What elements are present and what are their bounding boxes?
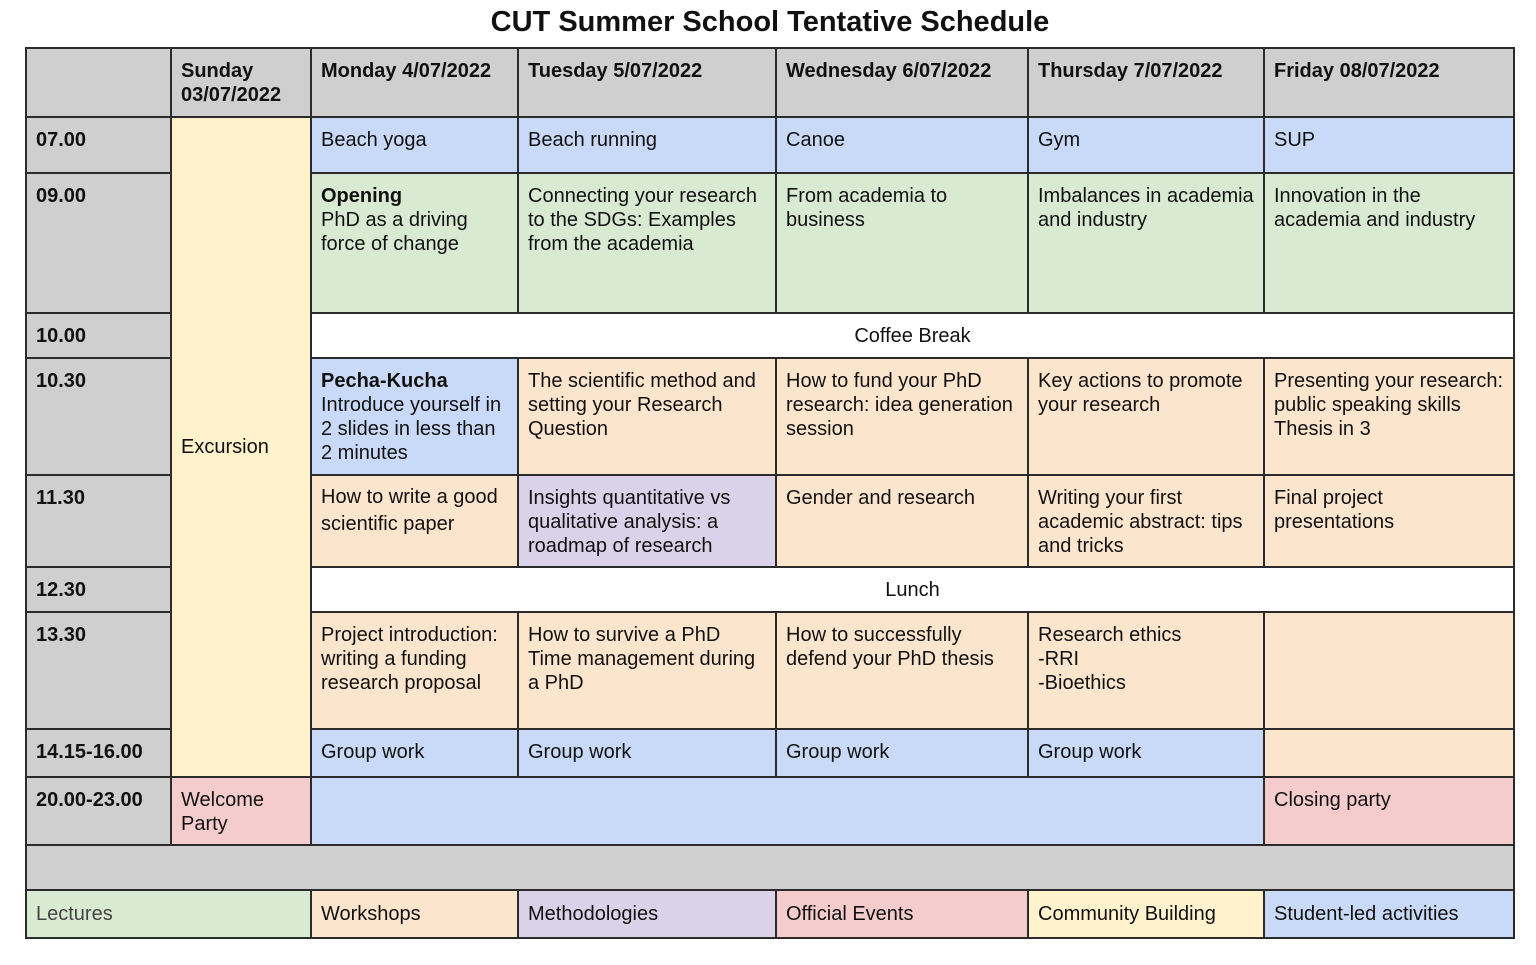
cell-monday-1030	[311, 358, 518, 475]
header-tuesday: Tuesday 5/07/2022	[518, 48, 776, 117]
session-line: -RRI	[1038, 648, 1080, 670]
time-cell: 09.00	[26, 173, 171, 313]
spacer-row	[26, 845, 1514, 890]
header-row	[26, 48, 1514, 117]
cell-wednesday-1330: How to successfully defend your PhD thesis	[776, 612, 1028, 729]
cell-monday-1330: Project introduction: writing a funding research proposal	[311, 612, 518, 729]
time-cell: 10.30	[26, 358, 171, 475]
legend-row	[26, 890, 1514, 938]
cell-wednesday-0900: From academia to business	[776, 173, 1028, 313]
cell-wednesday-1030: How to fund your PhD research: idea generation session	[776, 358, 1028, 475]
session-line: Research ethics	[1038, 624, 1182, 646]
cell-thursday-0700: Gym	[1028, 117, 1264, 173]
header-corner	[26, 48, 171, 117]
cell-thursday-1030: Key actions to promote your research	[1028, 358, 1264, 475]
time-cell: 12.30	[26, 567, 171, 612]
session-body: Introduce yourself in 2 slides in less than 2 minutes	[321, 394, 502, 464]
excursion-cell: Excursion	[171, 117, 311, 777]
cell-wednesday-1415: Group work	[776, 729, 1028, 777]
cell-friday-1415	[1264, 729, 1514, 777]
session-line: Presenting your research: public speaking skills	[1274, 370, 1504, 416]
coffee-break-cell: Coffee Break	[311, 313, 1514, 358]
session-title: Pecha-Kucha	[321, 370, 448, 392]
legend-lectures: Lectures	[26, 890, 311, 938]
lunch-cell: Lunch	[311, 567, 1514, 612]
cell-monday-0700: Beach yoga	[311, 117, 518, 173]
time-cell: 13.30	[26, 612, 171, 729]
cell-wednesday-1130: Gender and research	[776, 475, 1028, 567]
session-line: Thesis in 3	[1274, 418, 1371, 440]
spacer-cell	[26, 845, 1514, 890]
cell-tuesday-0900: Connecting your research to the SDGs: Examples from the academia	[518, 173, 776, 313]
legend-community-building: Community Building	[1028, 890, 1264, 938]
time-cell: 10.00	[26, 313, 171, 358]
header-friday: Friday 08/07/2022	[1264, 48, 1514, 117]
time-cell: 20.00-23.00	[26, 777, 171, 845]
session-title: Opening	[321, 185, 403, 207]
row-0700	[26, 117, 1514, 173]
cell-thursday-1130: Writing your first academic abstract: tips and tricks	[1028, 475, 1264, 567]
time-cell: 14.15-16.00	[26, 729, 171, 777]
cell-tuesday-1130: Insights quantitative vs qualitative analysis: a roadmap of research	[518, 475, 776, 567]
evening-free-cell	[311, 777, 1264, 845]
legend-methodologies: Methodologies	[518, 890, 776, 938]
cell-monday-1415: Group work	[311, 729, 518, 777]
session-line: -Bioethics	[1038, 672, 1126, 694]
header-sunday: Sunday 03/07/2022	[171, 48, 311, 117]
time-cell: 07.00	[26, 117, 171, 173]
cell-wednesday-0700: Canoe	[776, 117, 1028, 173]
cell-friday-1330	[1264, 612, 1514, 729]
cell-monday-1130: How to write a good scientific paper	[311, 475, 518, 567]
header-monday: Monday 4/07/2022	[311, 48, 518, 117]
cell-thursday-0900: Imbalances in academia and industry	[1028, 173, 1264, 313]
session-line: How to survive a PhD	[528, 624, 721, 646]
cell-friday-0900: Innovation in the academia and industry	[1264, 173, 1514, 313]
cell-tuesday-0700: Beach running	[518, 117, 776, 173]
cell-friday-0700: SUP	[1264, 117, 1514, 173]
legend-workshops: Workshops	[311, 890, 518, 938]
row-2000	[26, 777, 1514, 845]
cell-friday-1130: Final project presentations	[1264, 475, 1514, 567]
cell-monday-0900	[311, 173, 518, 313]
cell-tuesday-1030: The scientific method and setting your Research Question	[518, 358, 776, 475]
header-thursday: Thursday 7/07/2022	[1028, 48, 1264, 117]
schedule-title: CUT Summer School Tentative Schedule	[490, 6, 1050, 38]
header-wednesday: Wednesday 6/07/2022	[776, 48, 1028, 117]
schedule-table	[25, 47, 1515, 939]
legend-official-events: Official Events	[776, 890, 1028, 938]
session-line: Time management during a PhD	[528, 648, 756, 694]
cell-thursday-1415: Group work	[1028, 729, 1264, 777]
cell-friday-1030	[1264, 358, 1514, 475]
closing-party-cell: Closing party	[1264, 777, 1514, 845]
cell-thursday-1330	[1028, 612, 1264, 729]
cell-tuesday-1330	[518, 612, 776, 729]
cell-tuesday-1415: Group work	[518, 729, 776, 777]
legend-student-led: Student-led activities	[1264, 890, 1514, 938]
welcome-party-cell: Welcome Party	[171, 777, 311, 845]
time-cell: 11.30	[26, 475, 171, 567]
session-body: PhD as a driving force of change	[321, 209, 468, 255]
